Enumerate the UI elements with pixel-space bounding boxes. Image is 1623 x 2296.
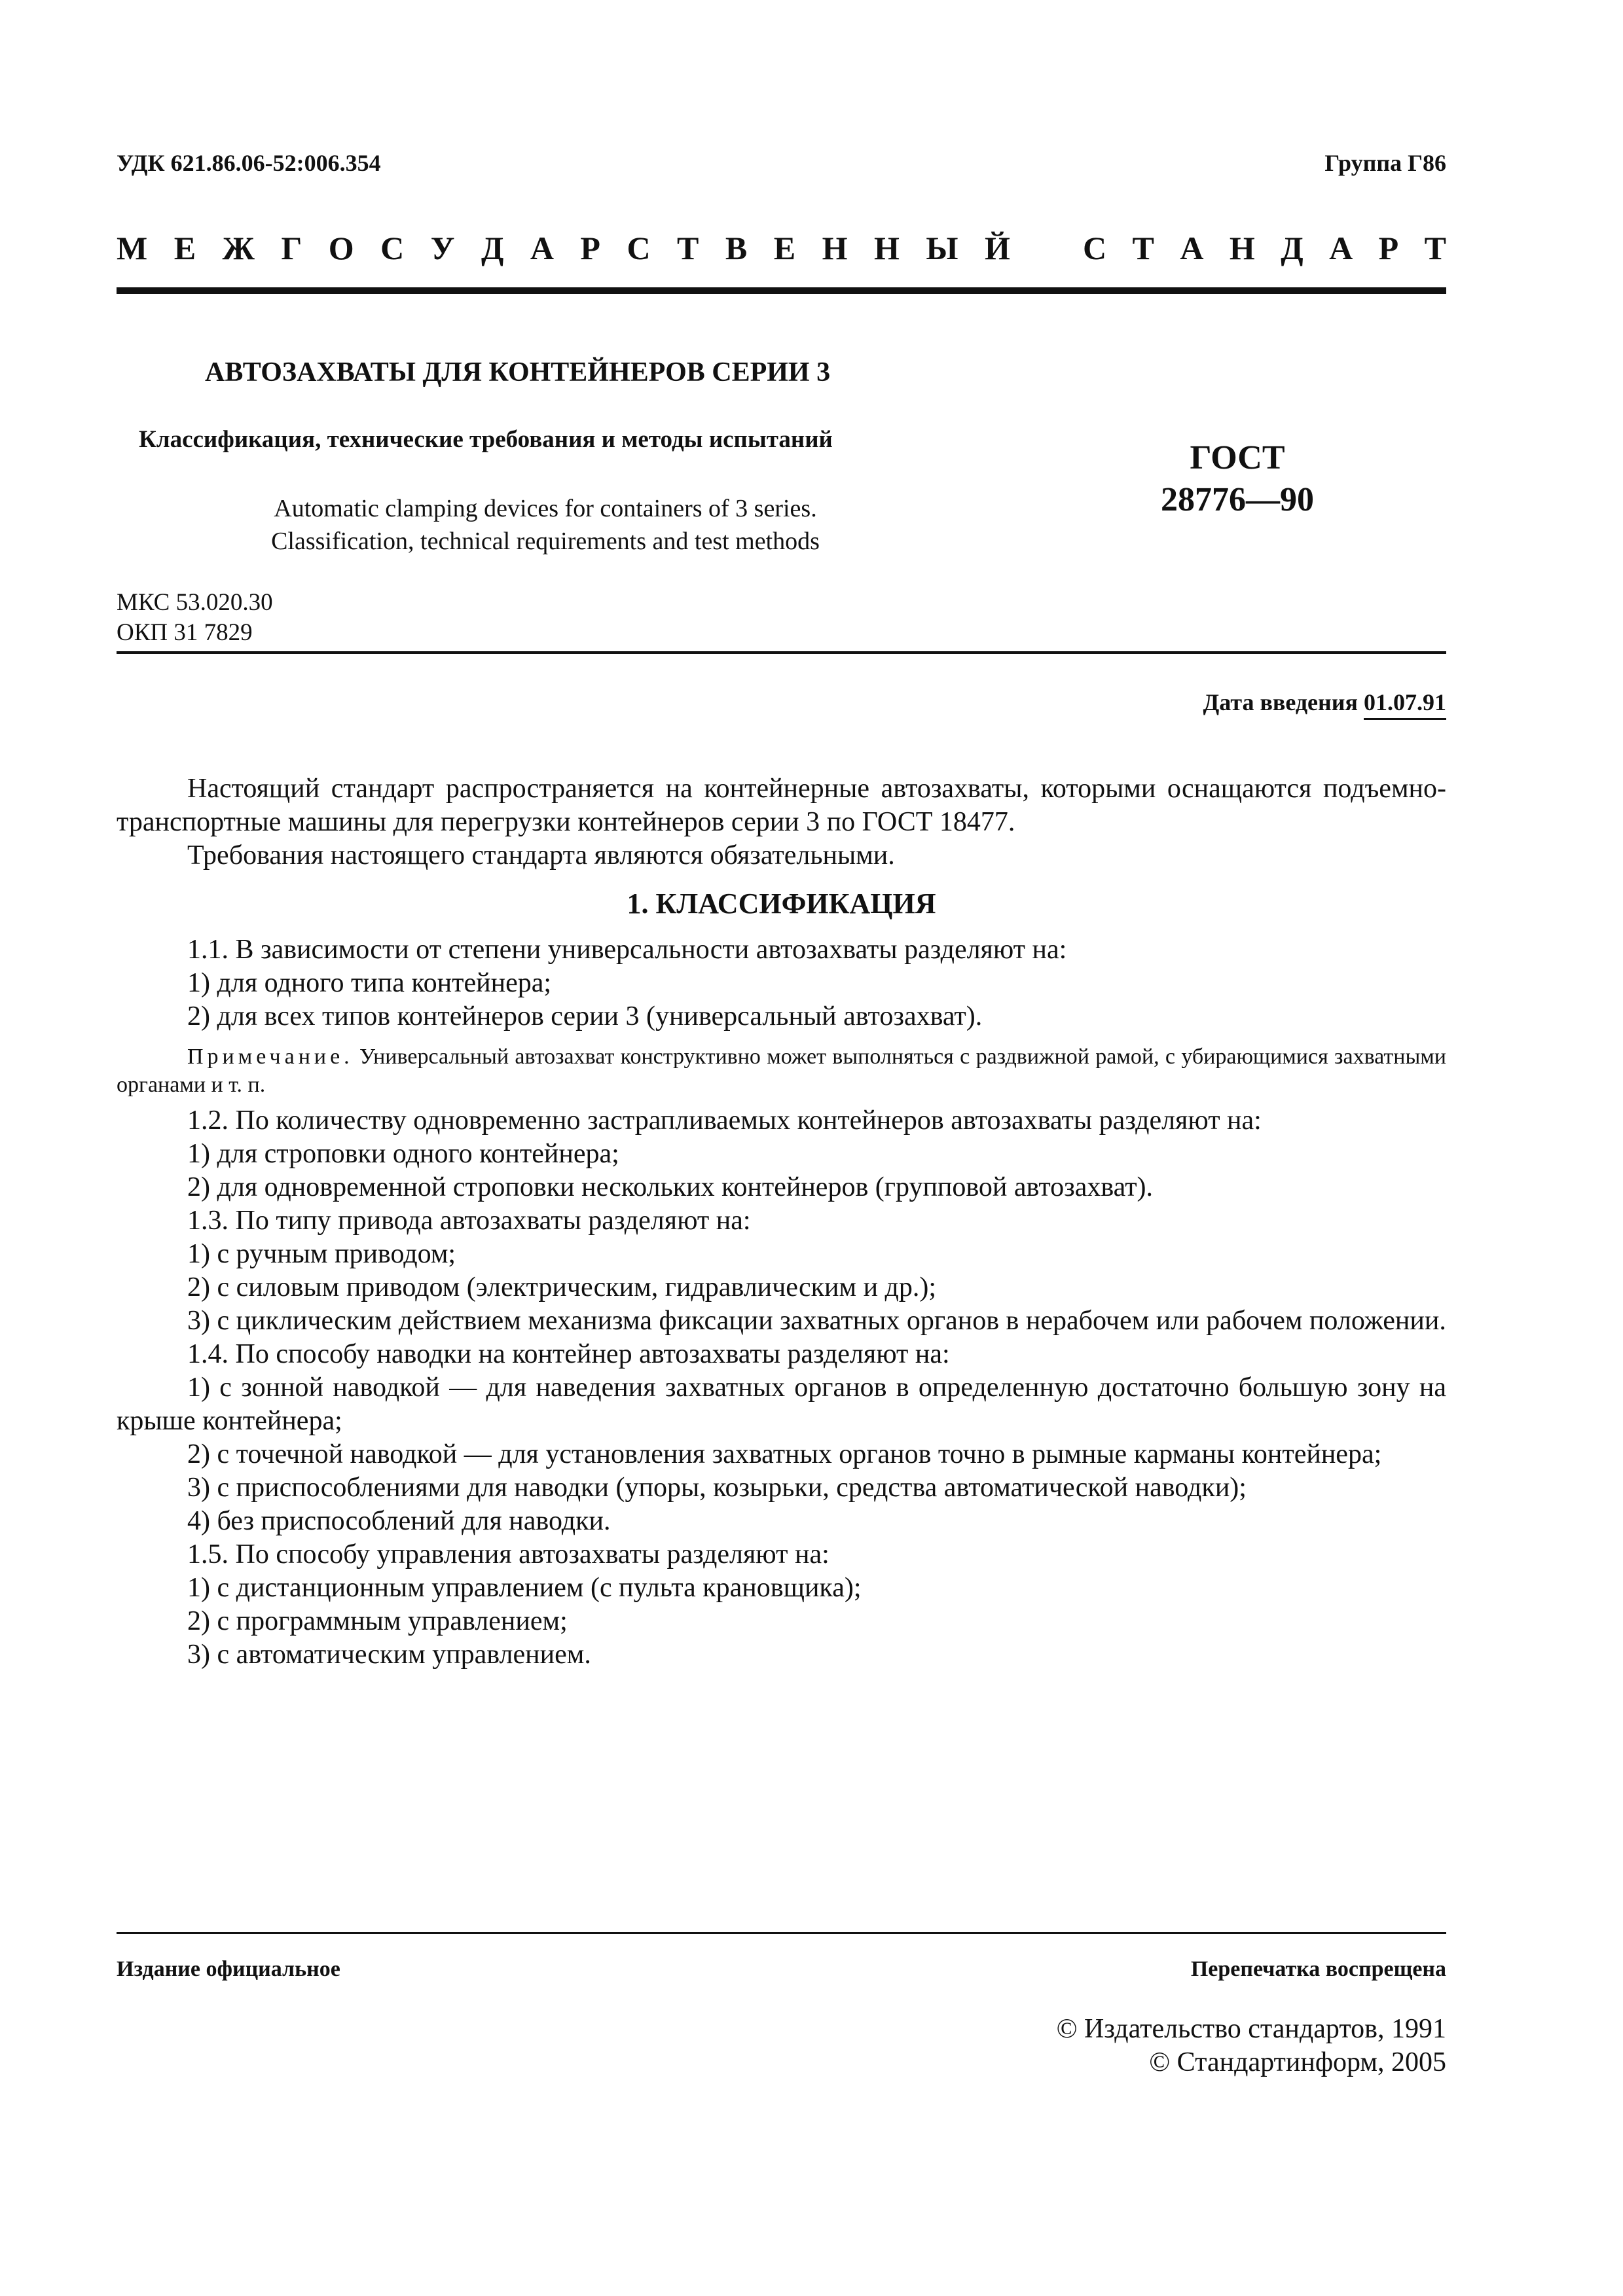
banner-letter: М	[117, 230, 148, 266]
banner-letter: Т	[1132, 230, 1154, 266]
banner-letter: Й	[984, 230, 1010, 266]
list-item: 2) с силовым приводом (электрическим, гидравлическим и др.);	[187, 1272, 937, 1302]
clause: 1.2. По количеству одновременно застрапливаемых контейнеров автозахваты разделяют на:	[187, 1105, 1262, 1136]
header-rule	[117, 287, 1446, 294]
list-item: 1) с ручным приводом;	[187, 1239, 456, 1269]
banner-letter: А	[1329, 230, 1353, 266]
list-item: 3) с автоматическим управлением.	[187, 1640, 591, 1670]
banner-letter: С	[380, 230, 405, 266]
reprint-prohibited: Перепечатка воспрещена	[1190, 1957, 1446, 1981]
udk-code: УДК 621.86.06-52:006.354	[117, 150, 381, 176]
banner-letter: Г	[281, 230, 302, 266]
list-item: 2) для всех типов контейнеров серии 3 (универсальный автозахват).	[187, 1001, 983, 1031]
banner-letter: А	[530, 230, 554, 266]
english-title	[117, 492, 974, 558]
banner-letter: Т	[1424, 230, 1446, 266]
document-body	[117, 772, 1446, 1672]
okp-code: ОКП 31 7829	[117, 619, 253, 646]
copyright-line: © Издательство стандартов, 1991	[1056, 2014, 1446, 2044]
note-label: Примечание.	[187, 1045, 354, 1069]
list-item: 2) для одновременной строповки нескольких контейнеров (групповой автозахват).	[187, 1172, 1154, 1202]
copyright-block	[1057, 2013, 1446, 2079]
english-title-line: Classification, technical requirements and test methods	[271, 528, 820, 555]
list-item: 1) для одного типа контейнера;	[187, 968, 552, 998]
banner-word-standard	[1083, 229, 1446, 267]
intro-paragraph: Требования настоящего стандарта являются обязательными.	[187, 840, 895, 870]
banner-letter: Н	[822, 230, 848, 266]
banner-letter: Е	[173, 230, 196, 266]
banner-letter: С	[1083, 230, 1107, 266]
section-heading: 1. КЛАССИФИКАЦИЯ	[627, 888, 936, 920]
list-item: 4) без приспособлений для наводки.	[187, 1506, 611, 1536]
banner-letter: Ж	[222, 230, 255, 266]
banner-letter: Е	[773, 230, 796, 266]
banner-letter: Т	[677, 230, 699, 266]
banner-letter: У	[430, 230, 455, 266]
document-title: АВТОЗАХВАТЫ ДЛЯ КОНТЕЙНЕРОВ СЕРИИ 3	[205, 357, 831, 387]
banner-letter: Д	[481, 230, 504, 266]
gost-label: ГОСТ	[1190, 439, 1285, 476]
banner-word-interstate	[117, 229, 1010, 267]
clause: 1.1. В зависимости от степени универсальности автозахваты разделяют на:	[187, 935, 1067, 965]
clause: 1.5. По способу управления автозахваты разделяют на:	[187, 1539, 830, 1570]
effective-date-label: Дата введения	[1203, 689, 1358, 715]
interstate-standard-banner	[117, 229, 1446, 267]
clause: 1.4. По способу наводки на контейнер автозахваты разделяют на:	[187, 1339, 950, 1369]
list-item: 1) с зонной наводкой — для наведения захватных органов в определенную достаточно большую зону на крыше контейнера;	[117, 1372, 1446, 1436]
document-subtitle: Классификация, технические требования и методы испытаний	[139, 426, 833, 453]
english-title-line: Automatic clamping devices for containers of 3 series.	[274, 495, 817, 522]
group-code: Группа Г86	[1324, 150, 1446, 176]
effective-date-value: 01.07.91	[1364, 689, 1446, 720]
title-rule	[117, 651, 1446, 654]
note-text: Универсальный автозахват конструктивно может выполняться с раздвижной рамой, с убирающимися захватными органами и т. п.	[117, 1045, 1446, 1097]
mks-code: МКС 53.020.30	[117, 589, 273, 616]
footer-rule	[117, 1932, 1446, 1934]
banner-letter: С	[627, 230, 651, 266]
list-item: 3) с приспособлениями для наводки (упоры, козырьки, средства автоматической наводки);	[187, 1473, 1247, 1503]
classification-codes	[117, 588, 273, 648]
official-edition: Издание официальное	[117, 1957, 340, 1981]
list-item: 2) с точечной наводкой — для установления захватных органов точно в рымные карманы контейнера;	[187, 1439, 1382, 1469]
list-item: 1) с дистанционным управлением (с пульта крановщика);	[187, 1573, 862, 1603]
banner-letter: А	[1180, 230, 1204, 266]
banner-letter: В	[725, 230, 748, 266]
list-item: 1) для строповки одного контейнера;	[187, 1139, 619, 1169]
banner-letter: Ы	[926, 230, 958, 266]
banner-letter: О	[328, 230, 354, 266]
note	[117, 1043, 1446, 1099]
copyright-line: © Стандартинформ, 2005	[1149, 2047, 1446, 2077]
banner-letter: Р	[580, 230, 600, 266]
banner-letter: Н	[1229, 230, 1255, 266]
gost-number	[1113, 437, 1362, 521]
list-item: 2) с программным управлением;	[187, 1606, 568, 1636]
list-item: 3) с циклическим действием механизма фиксации захватных органов в нерабочем или рабочем положении.	[187, 1306, 1446, 1336]
banner-letter: Р	[1378, 230, 1399, 266]
intro-paragraph: Настоящий стандарт распространяется на контейнерные автозахваты, которыми оснащаются подъемно-транспортные машины для перегрузки контейнеров серии 3 по ГОСТ 18477.	[117, 774, 1446, 837]
effective-date	[1203, 689, 1447, 716]
gost-code: 28776—90	[1161, 481, 1314, 518]
clause: 1.3. По типу привода автозахваты разделяют на:	[187, 1206, 751, 1236]
banner-letter: Н	[873, 230, 900, 266]
banner-letter: Д	[1281, 230, 1304, 266]
